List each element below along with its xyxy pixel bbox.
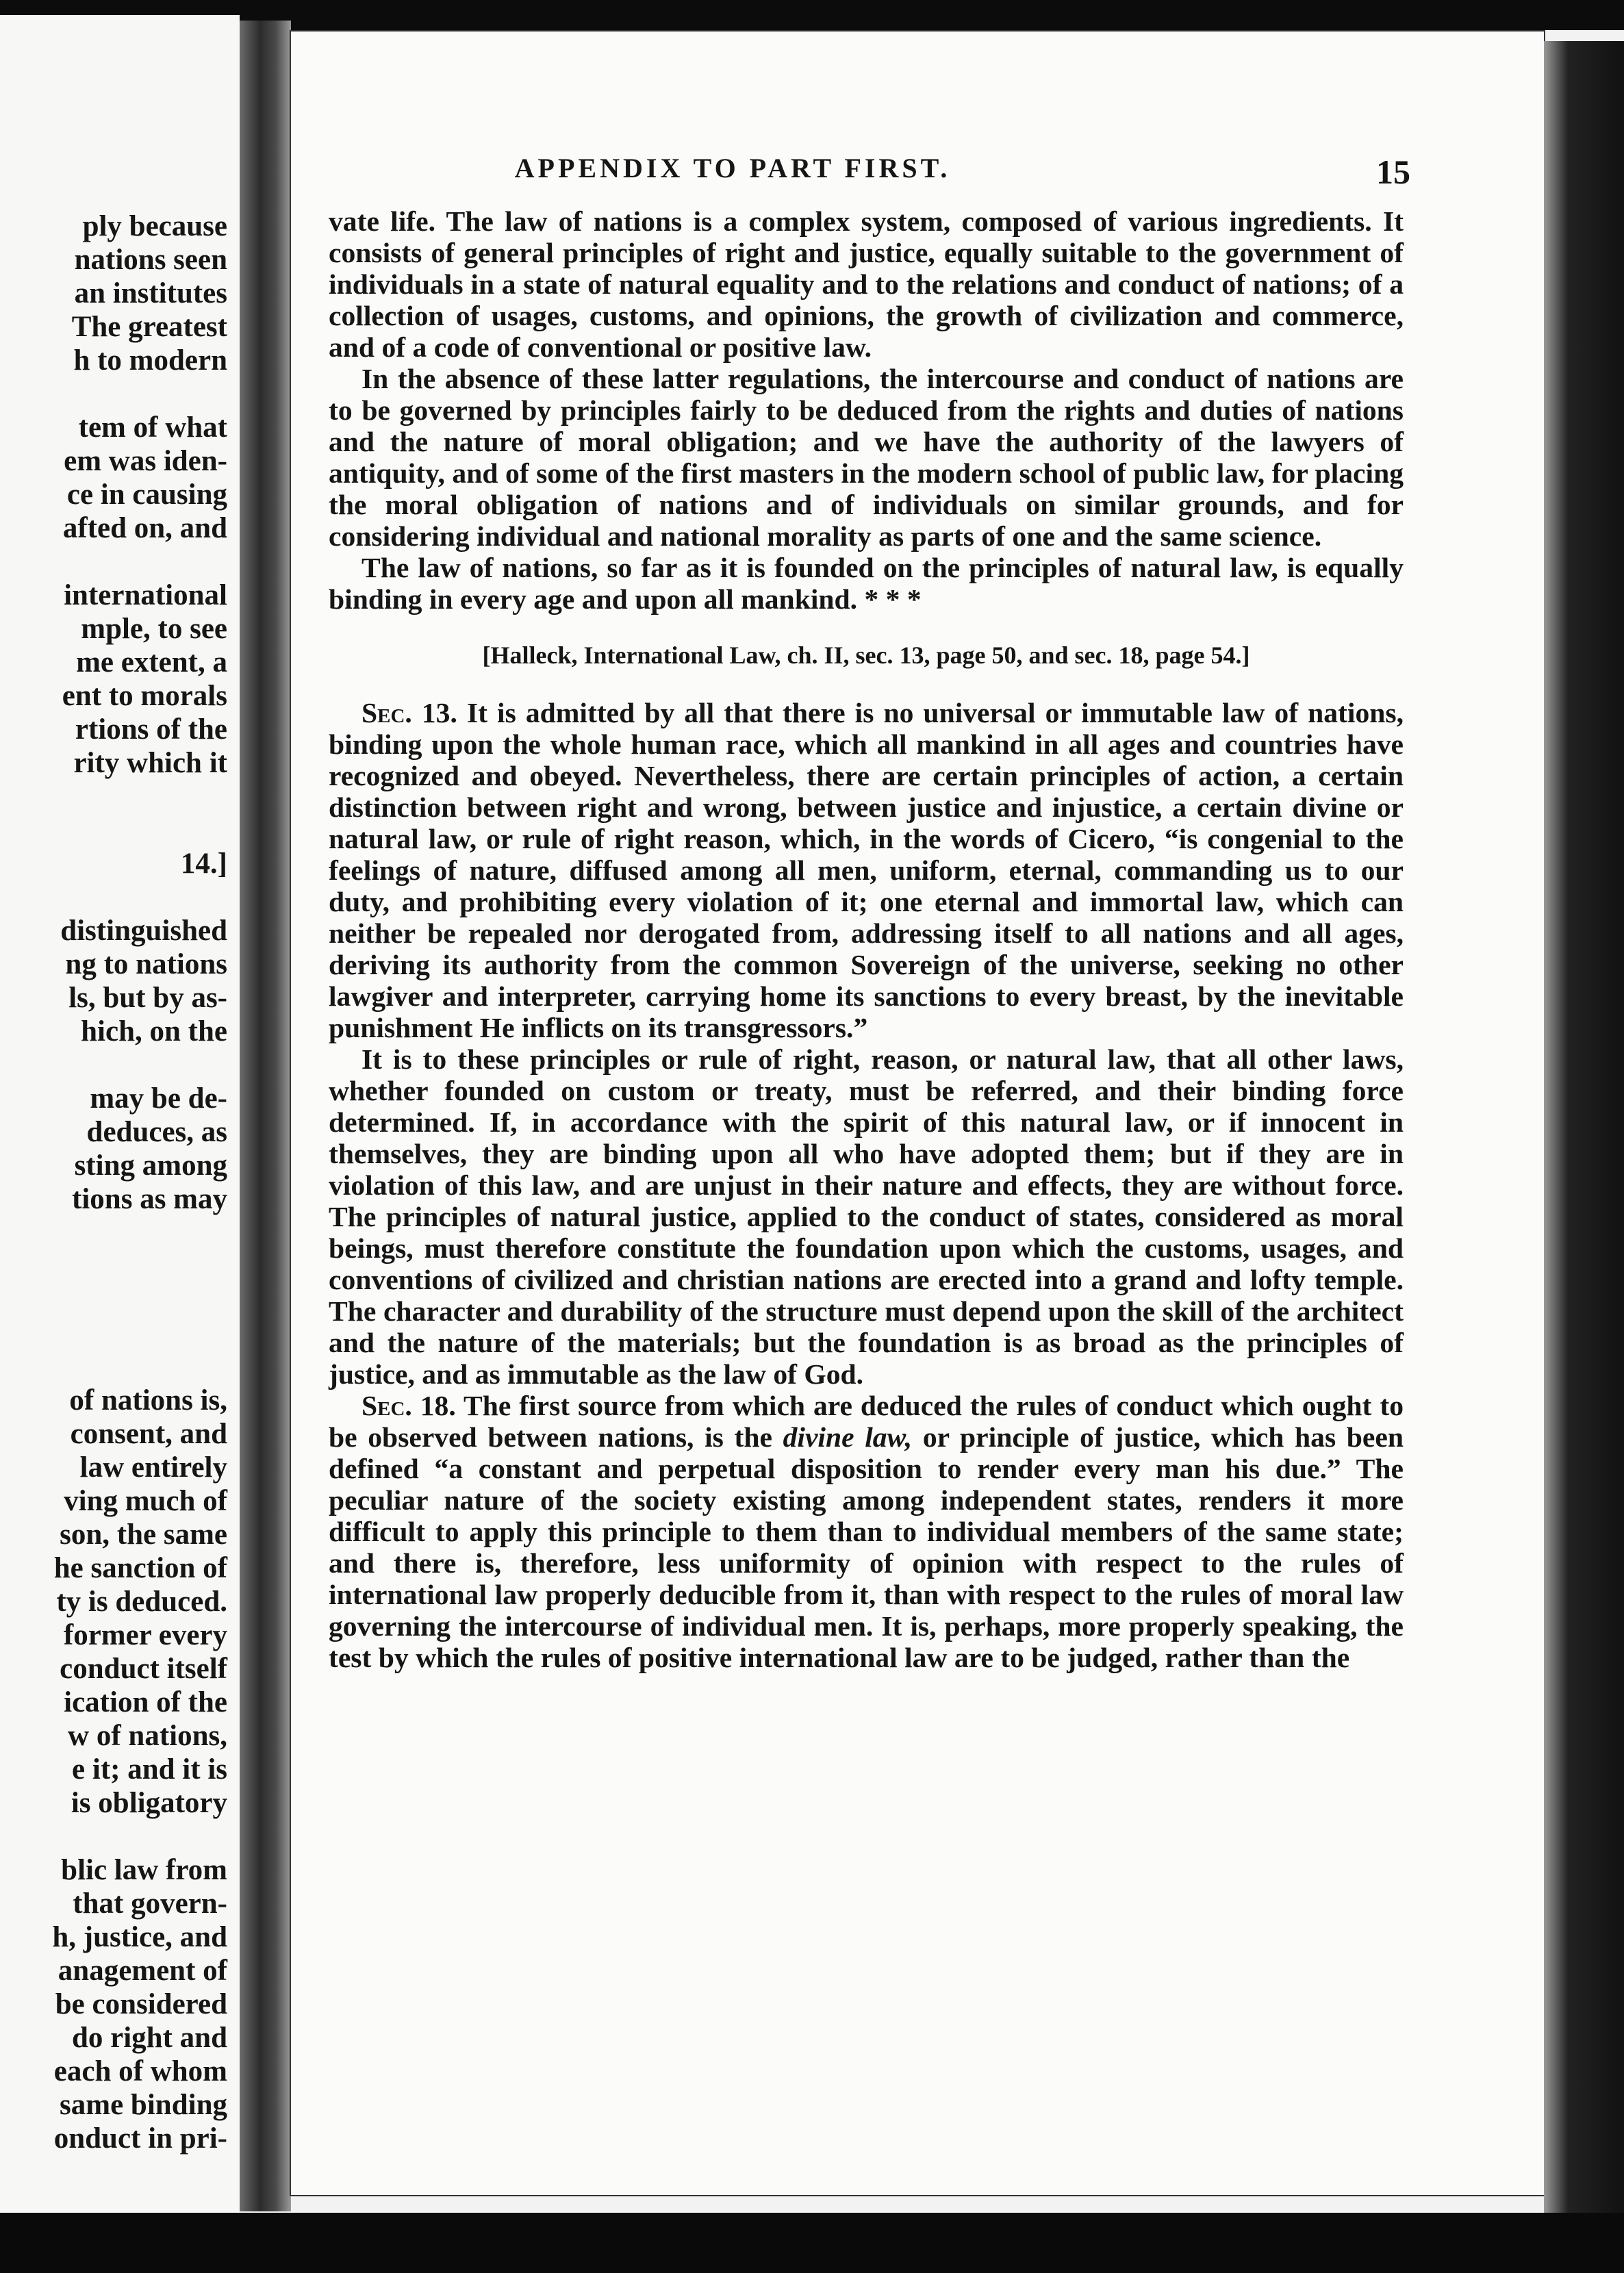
left-page-line: do right and (71, 2022, 227, 2054)
left-page-line: distinguished (60, 915, 227, 947)
left-page-line: is obligatory (71, 1787, 227, 1819)
left-page-line: me extent, a (76, 646, 227, 678)
left-page-line: that govern- (73, 1888, 227, 1920)
paragraph-natural-law: The law of nations, so far as it is founded on the principles of natural law, is equally binding in every age and upon all mankind. * * * (329, 552, 1404, 615)
section-18-text-a: The first source from which are deduced the rules of conduct which ought to be observed between nations, is the (329, 1390, 1404, 1453)
section-18 (329, 1390, 1404, 1673)
left-page-line: ication of the (64, 1686, 227, 1718)
left-page-line: mple, to see (81, 613, 227, 645)
citation: [Halleck, International Law, ch. II, sec. 13, page 50, and sec. 18, page 54.] (482, 642, 1250, 669)
left-page-line: tem of what (78, 411, 227, 444)
left-page-line: onduct in pri- (53, 2122, 227, 2155)
left-page-line: consent, and (70, 1418, 227, 1450)
section-18-label: Sec. 18. (361, 1390, 456, 1421)
left-page-line: ls, but by as- (68, 982, 227, 1014)
section-13-text: It is admitted by all that there is no universal or immutable law of nations, binding upon the whole human race, which all mankind in all ages and countries have recognized and obeyed. Nevertheless, there are certain principles of action, a certain distinction between right and wrong, between justice and injustice, a certain divine or natural law, or rule of right reason, which, in the words of Cicero, “is congenial to the feelings of nature, diffused among all men, uniform, eternal, commanding us to our duty, and prohibiting every violation of it; one eternal and immortal law, which can neither be repealed nor derogated from, addressing itself to all nations and all ages, deriving its authority from the common Sovereign of the universe, seeking no other lawgiver and interpreter, carrying home its sanctions to every breast, by the inevitable punishment He inflicts on its transgressors.” (329, 697, 1404, 1043)
left-page-line: hich, on the (81, 1015, 227, 1047)
page-edge (1544, 41, 1624, 2213)
page-number: 15 (1376, 153, 1410, 191)
left-page-line: anagement of (58, 1955, 227, 1987)
left-page-line: ng to nations (65, 948, 227, 980)
left-page-line: afted on, and (62, 512, 227, 544)
left-page-line: e it; and it is (72, 1753, 227, 1786)
section-13-label: Sec. 13. (361, 697, 457, 728)
left-page-line: ty is deduced. (56, 1586, 227, 1618)
paragraph-principles-of-right: It is to these principles or rule of right, reason, or natural law, that all other laws, whether founded on custom or treaty, must be referred, and their binding force determined. If, in accordance with the spirit of this natural law, or if innocent in themselves, they are binding upon all who have adopted them; but if they are in violation of this law, and are unjust in their nature and effects, they are without force. The principles of natural justice, applied to the conduct of states, considered as moral beings, must therefore constitute the foundation upon which the customs, usages, and conventions of civilized and christian nations are erected into a grand and lofty temple. The character and durability of the structure must depend upon the skill of the architect and the nature of the materials; but the foundation is as broad as the principles of justice, and as immutable as the law of God. (329, 1043, 1404, 1390)
paragraph-continuation: vate life. The law of nations is a complex system, composed of various ingredients. It consists of general principles of right and justice, equally suitable to the government of individuals in a state of natural equality and to the relations and conduct of nations; of a collection of usages, customs, and opinions, the growth of civilization and commerce, and of a code of conventional or positive law. (329, 205, 1404, 363)
left-page-line: ce in causing (66, 479, 227, 511)
paragraph-absence-regulations: In the absence of these latter regulations, the intercourse and conduct of nations are to be governed by principles fairly to be deduced from the rights and duties of nations and the nature of moral obligation; and we have the authority of the lawyers of antiquity, and of some of the first masters in the modern school of public law, for placing the moral obligation of nations and of individuals on similar grounds, and for considering individual and national morality as parts of one and the same science. (329, 363, 1404, 552)
left-page-line: he sanction of (53, 1552, 227, 1584)
left-page-line: of nations is, (69, 1384, 227, 1417)
left-page-line: h, justice, and (52, 1921, 227, 1953)
left-page-line: ent to morals (62, 680, 227, 712)
left-page-line: nations seen (74, 244, 227, 276)
left-page-line: 14.] (180, 848, 227, 880)
section-18-text-b: or principle of justice, which has been defined “a constant and perpetual disposition to render every man his due.” The peculiar nature of the society existing among independent states, renders it more difficult to apply this principle to them than to individual members of the same state; and there is, therefore, less uniformity of opinion with respect to the rules of international law properly deducible from it, than with respect to the rules of moral law governing the intercourse of individual men. It is, perhaps, more properly speaking, the test by which the rules of positive international law are to be judged, rather than the (329, 1421, 1404, 1673)
left-page-line: conduct itself (60, 1653, 227, 1685)
page-body (329, 205, 1404, 1673)
left-page-line: international (64, 579, 227, 611)
left-page-line: w of nations, (68, 1720, 227, 1752)
left-page-line: son, the same (60, 1519, 227, 1551)
left-page-line: em was iden- (64, 445, 227, 477)
left-page-line: each of whom (53, 2055, 227, 2087)
left-page-line: be considered (55, 1988, 227, 2020)
section-13 (329, 697, 1404, 1043)
left-page-line: same binding (60, 2089, 227, 2121)
left-page-line: sting among (74, 1150, 227, 1182)
left-page-line: rity which it (73, 747, 227, 779)
running-head: APPENDIX TO PART FIRST. (514, 153, 951, 183)
left-page-line: tions as may (72, 1183, 227, 1215)
left-page (0, 15, 240, 2213)
left-page-line: law entirely (79, 1451, 227, 1484)
left-page-line: former every (63, 1619, 227, 1651)
left-page-line: an institutes (74, 277, 227, 309)
scan-bottom-border (0, 2213, 1624, 2273)
left-page-line: h to modern (73, 344, 227, 377)
left-page-text (0, 15, 240, 2213)
left-page-line: ply because (82, 210, 227, 242)
book-gutter (240, 21, 291, 2211)
left-page-line: ving much of (64, 1485, 227, 1517)
left-page-line: rtions of the (75, 713, 227, 746)
divine-law-term: divine law, (783, 1421, 913, 1453)
left-page-line: deduces, as (86, 1116, 227, 1148)
left-page-line: may be de- (90, 1082, 227, 1115)
left-page-line: blic law from (61, 1854, 227, 1886)
left-page-line: The greatest (71, 311, 227, 343)
